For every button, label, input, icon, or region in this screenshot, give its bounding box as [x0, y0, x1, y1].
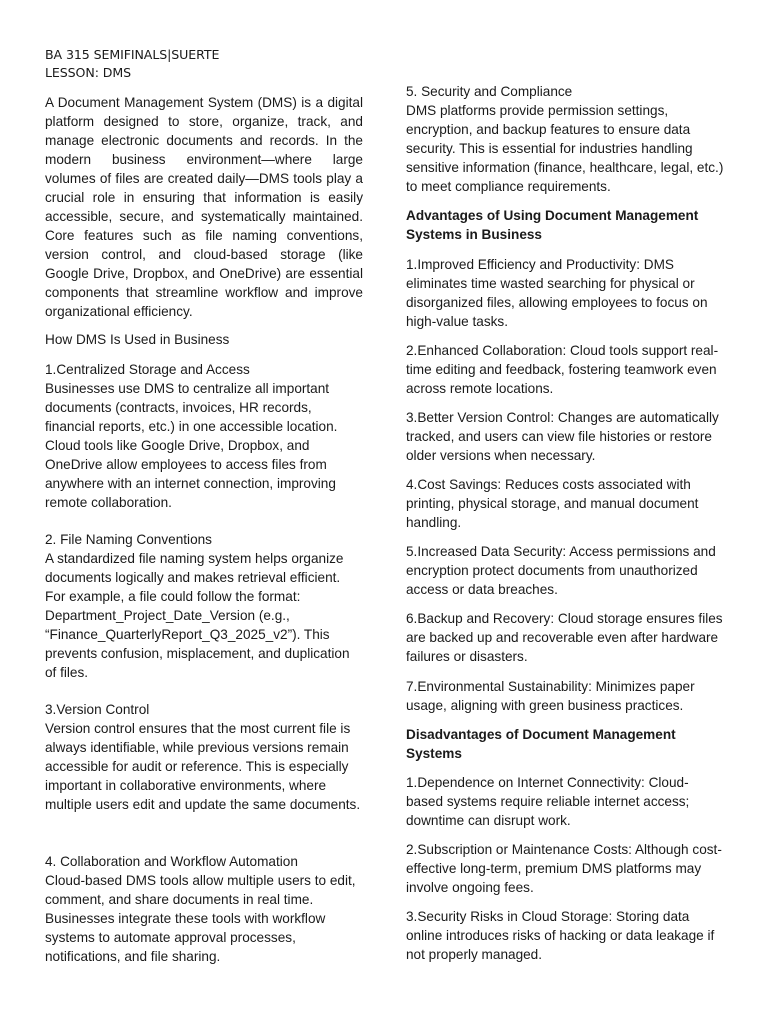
advantage-item: 6.Backup and Recovery: Cloud storage ensures files are backed up and recoverable even after hardware failures or disasters.	[406, 611, 723, 664]
advantages-heading: Advantages of Using Document Management Systems in Business	[406, 208, 699, 242]
use-item-security-compliance	[406, 82, 724, 196]
use-item-body: DMS platforms provide permission settings, encryption, and backup features to ensure data security. This is essential for industries handling sensitive information (finance, healthcare, legal, etc.) to meet compliance requirements.	[406, 103, 724, 194]
lesson-title: LESSON: DMS	[45, 65, 131, 80]
advantage-item: 3.Better Version Control: Changes are automatically tracked, and users can view file histories or restore older versions when necessary.	[406, 410, 719, 463]
use-item-body: Cloud-based DMS tools allow multiple users to edit, comment, and share documents in real time. Businesses integrate these tools with workflow systems to automate approval processes, notifications, and file sharing.	[45, 873, 356, 964]
use-item-title: 2. File Naming Conventions	[45, 532, 212, 547]
use-item-body: Businesses use DMS to centralize all important documents (contracts, invoices, HR records, financial reports, etc.) in one accessible location. Cloud tools like Google Drive, Dropbox, and OneDrive allow employees to access files from anywhere with an internet connection, improving remote collaboration.	[45, 381, 338, 510]
use-item-file-naming	[45, 530, 363, 682]
use-item-title: 3.Version Control	[45, 702, 150, 717]
use-item-title: 4. Collaboration and Workflow Automation	[45, 854, 298, 869]
use-item-body: A standardized file naming system helps organize documents logically and makes retrieval efficient. For example, a file could follow the format: Department_Project_Date_Version (e.g., “Finance_QuarterlyReport_Q3_2025_v2”). This prevents confusion, misplacement, and duplication of files.	[45, 551, 350, 680]
advantage-item: 7.Environmental Sustainability: Minimizes paper usage, aligning with green business practices.	[406, 679, 695, 713]
course-header: BA 315 SEMIFINALS|SUERTE	[45, 47, 220, 62]
use-item-centralized-storage	[45, 360, 363, 512]
use-item-body: Version control ensures that the most current file is always identifiable, while previous versions remain accessible for audit or reference. This is especially important in collaborative environments, where multiple users edit and update the same documents.	[45, 721, 361, 812]
advantage-item: 2.Enhanced Collaboration: Cloud tools support real-time editing and feedback, fostering teamwork even across remote locations.	[406, 343, 719, 396]
use-item-title: 5. Security and Compliance	[406, 84, 573, 99]
use-item-title: 1.Centralized Storage and Access	[45, 362, 250, 377]
use-item-version-control	[45, 700, 363, 814]
disadvantages-heading: Disadvantages of Document Management Systems	[406, 727, 676, 761]
disadvantage-item: 2.Subscription or Maintenance Costs: Although cost-effective long-term, premium DMS platforms may involve ongoing fees.	[406, 842, 722, 895]
disadvantage-item: 1.Dependence on Internet Connectivity: Cloud-based systems require reliable internet access; downtime can disrupt work.	[406, 775, 690, 828]
advantage-item: 1.Improved Efficiency and Productivity: DMS eliminates time wasted searching for physical or disorganized files, allowing employees to focus on high-value tasks.	[406, 257, 708, 329]
advantage-item: 4.Cost Savings: Reduces costs associated with printing, physical storage, and manual document handling.	[406, 477, 699, 530]
use-item-collaboration	[45, 852, 363, 966]
intro-paragraph: A Document Management System (DMS) is a digital platform designed to store, organize, track, and manage electronic documents and records. In the modern business environment—where large volumes of files are created daily—DMS tools play a crucial role in ensuring that information is easily accessible, secure, and systematically maintained. Core features such as file naming conventions, version control, and cloud-based storage (like Google Drive, Dropbox, and OneDrive) are essential components that streamline workflow and improve organizational efficiency.	[45, 95, 363, 319]
advantage-item: 5.Increased Data Security: Access permissions and encryption protect documents from unauthorized access or data breaches.	[406, 544, 716, 597]
how-heading: How DMS Is Used in Business	[45, 332, 230, 347]
disadvantage-item: 3.Security Risks in Cloud Storage: Storing data online introduces risks of hacking or data leakage if not properly managed.	[406, 909, 715, 962]
